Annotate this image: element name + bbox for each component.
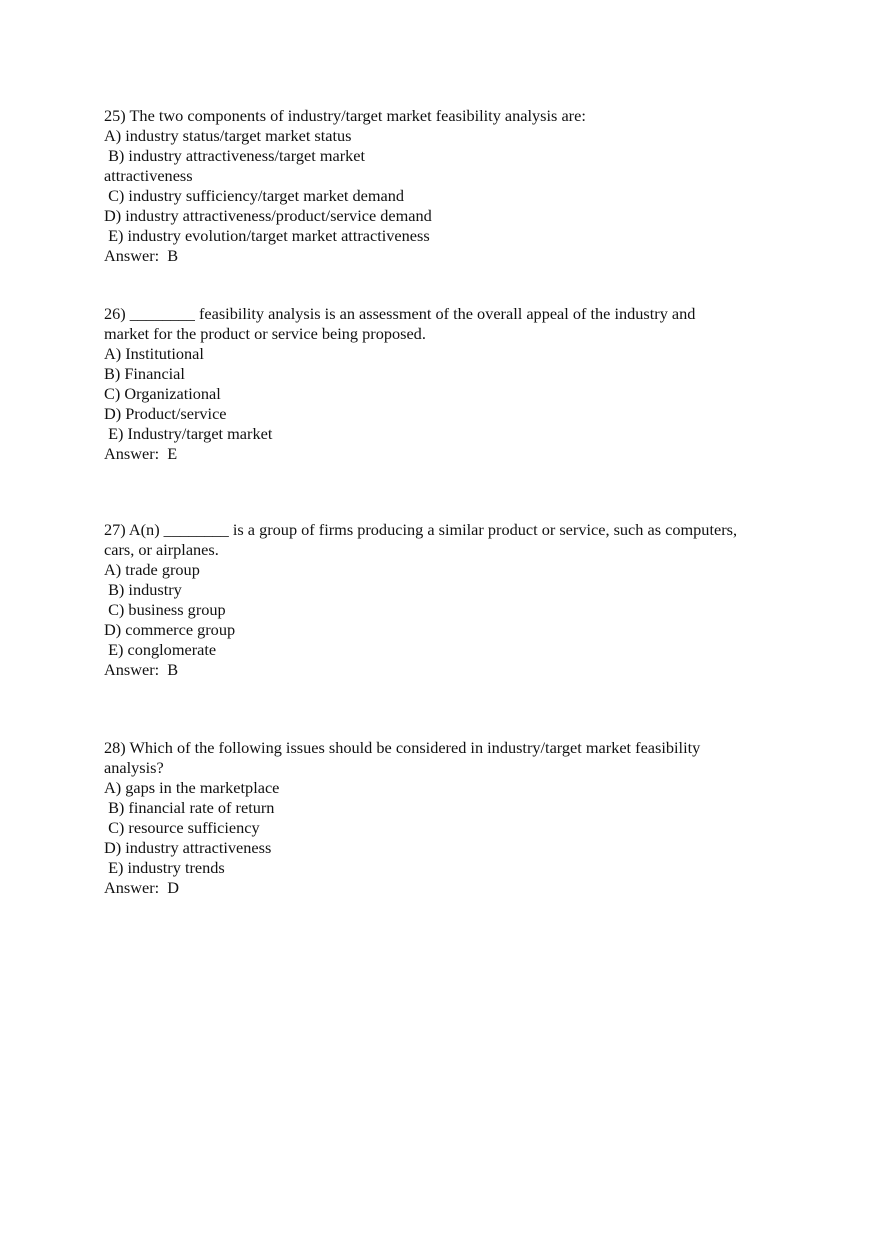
answer-option: B) Financial (104, 364, 185, 383)
answer-option: A) gaps in the marketplace (104, 778, 280, 797)
answer-option: D) Product/service (104, 404, 227, 423)
answer-option: D) commerce group (104, 620, 236, 639)
question-26 (104, 304, 695, 464)
question-stem: 27) A(n) ________ is a group of firms producing a similar product or service, such as computers, (104, 520, 738, 539)
answer-key: Answer: D (104, 878, 180, 897)
answer-option: B) industry attractiveness/target market (104, 146, 366, 165)
question-line: analysis? (104, 758, 164, 777)
question-stem: 28) Which of the following issues should be considered in industry/target market feasibility (104, 738, 701, 757)
question-27 (104, 520, 737, 680)
answer-key: Answer: B (104, 660, 179, 679)
question-28 (104, 738, 700, 898)
question-stem: 26) ________ feasibility analysis is an assessment of the overall appeal of the industry and (104, 304, 696, 323)
answer-option: C) business group (104, 600, 226, 619)
answer-option: A) trade group (104, 560, 200, 579)
answer-option: B) financial rate of return (104, 798, 275, 817)
answer-option: E) industry trends (104, 858, 225, 877)
question-line: cars, or airplanes. (104, 540, 219, 559)
answer-option: C) industry sufficiency/target market demand (104, 186, 405, 205)
answer-option: C) Organizational (104, 384, 221, 403)
answer-option: E) conglomerate (104, 640, 217, 659)
question-25 (104, 106, 586, 266)
answer-option: B) industry (104, 580, 182, 599)
answer-option: D) industry attractiveness (104, 838, 272, 857)
answer-option: D) industry attractiveness/product/service demand (104, 206, 432, 225)
answer-option: E) industry evolution/target market attractiveness (104, 226, 430, 245)
answer-key: Answer: B (104, 246, 179, 265)
question-line: market for the product or service being proposed. (104, 324, 426, 343)
answer-option: A) Institutional (104, 344, 204, 363)
answer-option: E) Industry/target market (104, 424, 273, 443)
question-stem: 25) The two components of industry/target market feasibility analysis are: (104, 106, 586, 125)
answer-option: A) industry status/target market status (104, 126, 352, 145)
answer-key: Answer: E (104, 444, 178, 463)
answer-option: C) resource sufficiency (104, 818, 260, 837)
question-line: attractiveness (104, 166, 193, 185)
